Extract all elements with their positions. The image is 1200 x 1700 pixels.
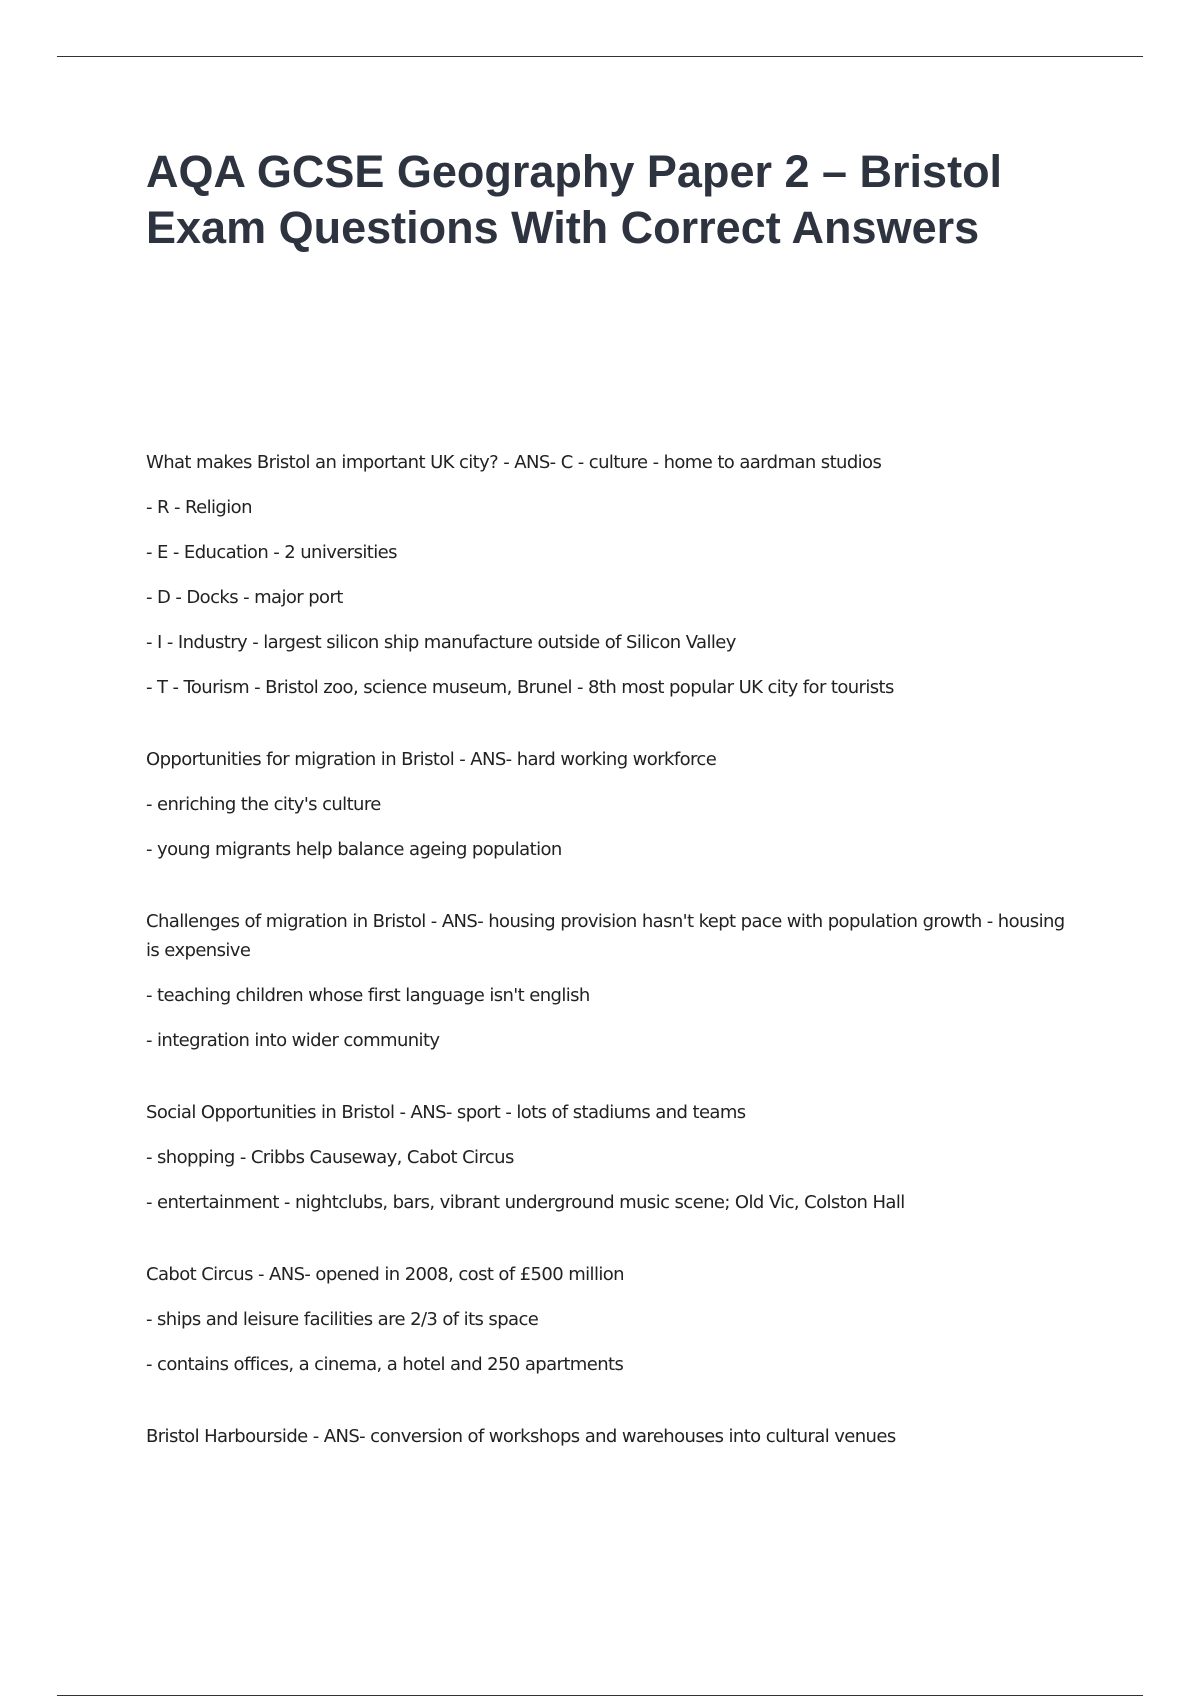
top-divider: [57, 56, 1143, 57]
qa-list: [146, 448, 1066, 1451]
qa-item: [146, 907, 1066, 1055]
answer-line: - T - Tourism - Bristol zoo, science museum, Brunel - 8th most popular UK city for tourists: [146, 677, 894, 698]
answer-line: - contains offices, a cinema, a hotel and 250 apartments: [146, 1354, 624, 1375]
document-title: AQA GCSE Geography Paper 2 – Bristol Exam Questions With Correct Answers: [146, 146, 1003, 253]
question-line: Cabot Circus - ANS- opened in 2008, cost of £500 million: [146, 1264, 624, 1285]
question-line: Challenges of migration in Bristol - ANS- housing provision hasn't kept pace with population growth - housing is expensive: [146, 911, 1065, 961]
answer-line: - E - Education - 2 universities: [146, 542, 397, 563]
question-line: Social Opportunities in Bristol - ANS- sport - lots of stadiums and teams: [146, 1102, 746, 1123]
answer-line: - ships and leisure facilities are 2/3 of its space: [146, 1309, 539, 1330]
answer-line: - D - Docks - major port: [146, 587, 343, 608]
answer-line: - I - Industry - largest silicon ship manufacture outside of Silicon Valley: [146, 632, 736, 653]
answer-line: - enriching the city's culture: [146, 794, 381, 815]
answer-line: - R - Religion: [146, 497, 252, 518]
question-line: Opportunities for migration in Bristol - ANS- hard working workforce: [146, 749, 717, 770]
question-line: What makes Bristol an important UK city? - ANS- C - culture - home to aardman studios: [146, 452, 882, 473]
qa-item: [146, 1422, 1066, 1451]
answer-line: - integration into wider community: [146, 1030, 440, 1051]
answer-line: - shopping - Cribbs Causeway, Cabot Circus: [146, 1147, 514, 1168]
answer-line: - teaching children whose first language isn't english: [146, 985, 590, 1006]
qa-item: [146, 745, 1066, 864]
question-line: Bristol Harbourside - ANS- conversion of workshops and warehouses into cultural venues: [146, 1426, 896, 1447]
bottom-divider: [57, 1695, 1143, 1696]
qa-item: [146, 448, 1066, 702]
qa-item: [146, 1098, 1066, 1217]
answer-line: - young migrants help balance ageing population: [146, 839, 562, 860]
qa-item: [146, 1260, 1066, 1379]
answer-line: - entertainment - nightclubs, bars, vibrant underground music scene; Old Vic, Colston Hall: [146, 1192, 905, 1213]
